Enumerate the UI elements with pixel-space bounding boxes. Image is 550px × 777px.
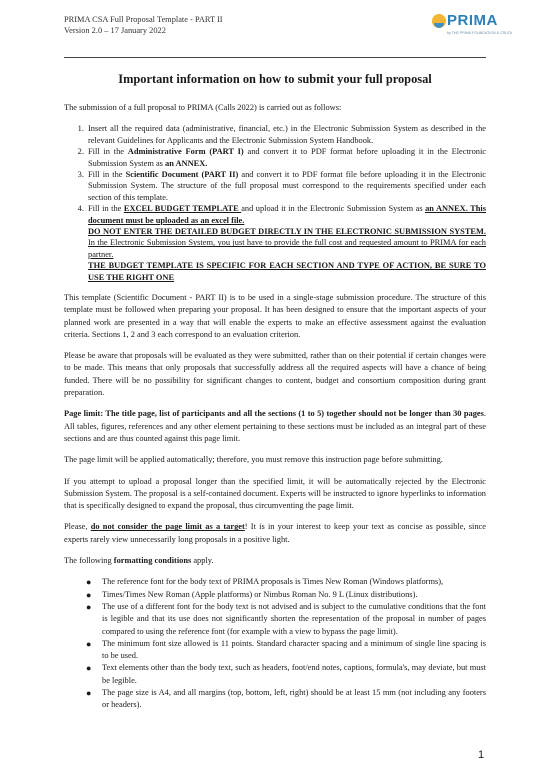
logo-tagline: by THE PRIMA FOUNDATION & CRUTA [447,31,513,35]
step-item: 3. Fill in the Scientific Document (PART II) and convert it to PDF format file before uploading it in the Electronic Submission System. The structure of the full proposal must correspond to the requirements specified under each section of this template. [86,169,486,203]
header-title: PRIMA CSA Full Proposal Template - PART II [64,15,223,24]
auto-limit-paragraph: The page limit will be applied automatically; therefore, you must remove this instruction page before submitting. [64,455,443,465]
sun-icon [432,14,446,28]
submission-steps [64,123,486,283]
template-paragraph: This template (Scientific Document - PART II) is to be used in a single-stage submission procedure. The structure of this template must be followed when preparing your proposal. It has been designed to ensure that the important aspects of your planned work are presented in a way that will enable the experts to make an effective assessment against the evaluation criteria. Sections 1, 2 and 3 each correspond to an evaluation criterion. [64,292,486,339]
formatting-intro: The following formatting conditions apply. [64,556,214,566]
formatting-item: ● Times/Times New Roman (Apple platforms) or Nimbus Roman No. 9 L (Linux distributions). [86,589,486,601]
formatting-item: ● The use of a different font for the body text is not advised and is subject to the cumulative conditions that the font is legible and that its use does not significantly shorten the representation of the proposal in number of pages compared to using the reference font (for example with a view to bypass the page limit). [86,601,486,638]
header-version: Version 2.0 – 17 January 2022 [64,26,166,35]
running-header [64,14,223,36]
formatting-item: ● The reference font for the body text of PRIMA proposals is Times New Roman (Windows platforms), [86,576,486,588]
evaluation-paragraph: Please be aware that proposals will be evaluated as they were submitted, rather than on their potential if certain changes were to be made. This means that only proposals that successfully address all the required aspects will have a chance of being funded. There will be no possibility for significant changes to content, budget and consortium composition during grant preparation. [64,351,486,398]
prima-logo [432,12,513,50]
step-item: 4. Fill in the EXCEL BUDGET TEMPLATE and upload it in the Electronic Submission System as an ANNEX. This document must be uploaded as an excel file. DO NOT ENTER THE DETAILED BUDGET DIRECTLY IN THE ELECTRONIC SUBMISSION SYSTEM. In the Electronic Submission System, you just have to provide the full cost and requested amount to PRIMA for each partner. THE BUDGET TEMPLATE IS SPECIFIC FOR EACH SECTION AND TYPE OF ACTION, BE SURE TO USE THE RIGHT ONE [86,203,486,283]
target-paragraph: Please, do not consider the page limit as a target! It is in your interest to keep your text as concise as possible, since experts rarely view unnecessarily long proposals in a positive light. [64,522,486,544]
intro-paragraph: The submission of a full proposal to PRIMA (Calls 2022) is carried out as follows: [64,103,342,112]
step-item: 2. Fill in the Administrative Form (PART I) and convert it to PDF format before uploading it in the Electronic Submission System as an ANNEX. [86,146,486,169]
page-number: 1 [478,749,485,761]
step-item: 1. Insert all the required data (administrative, financial, etc.) in the Electronic Submission System as described in the relevant Guidelines for Applicants and the Electronic Submission System Handbook. [86,123,486,146]
formatting-list [64,576,486,711]
page-body [64,71,486,712]
page-limit-paragraph: Page limit: The title page, list of participants and all the sections (1 to 5) together should not be longer than 30 pages. All tables, figures, references and any other element pertaining to these sections must be included as an integral part of these sections and are thus counted against this page limit. [64,409,486,443]
formatting-item: ● The minimum font size allowed is 11 points. Standard character spacing and a minimum of single line spacing is to be used. [86,638,486,663]
logo-wordmark: PRIMA [447,12,498,29]
formatting-item: ● Text elements other than the body text, such as headers, foot/end notes, captions, formula's, may deviate, but must be legible. [86,662,486,687]
formatting-item: ● The page size is A4, and all margins (top, bottom, left, right) should be at least 15 mm (not including any footers or headers). [86,687,486,712]
rejection-paragraph: If you attempt to upload a proposal longer than the specified limit, it will be automatically rejected by the Electronic Submission System. The proposal is a self-contained document. Experts will be instructed to ignore hyperlinks to information that is specifically designed to expand the proposal, thus circumventing the page limit. [64,476,486,511]
header-divider [64,57,486,58]
page-title: Important information on how to submit your full proposal [118,72,432,86]
